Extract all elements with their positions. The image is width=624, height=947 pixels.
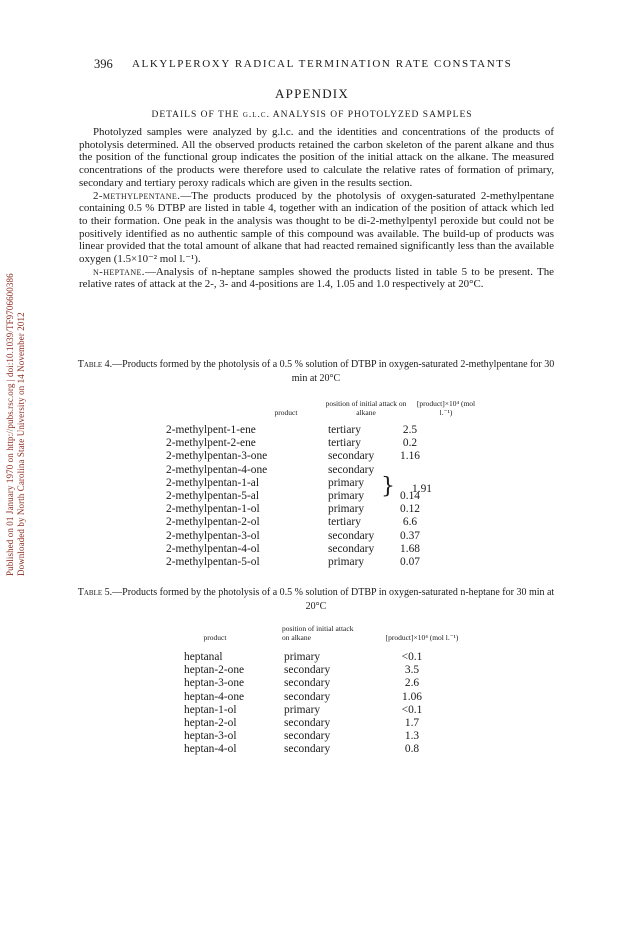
- product-name: 2-methylpentan-1-al: [166, 476, 259, 489]
- product-name: 2-methylpent-2-ene: [166, 437, 256, 450]
- attack-position: secondary: [284, 730, 331, 743]
- paragraph-1: Photolyzed samples were analyzed by g.l.c. and the identities and concentrations of the products of photolysis determined. All the observed products retained the carbon skeleton of the parent alkane and thus the position of the functional group indicates the position of the initial attack on the alkane. The measured concentrations of the products were therefore used to calculate the relative rates of formation of primary, secondary and tertiary peroxy radicals which are given in the results section.: [79, 126, 554, 189]
- product-name: heptan-2-ol: [184, 717, 237, 729]
- attack-position: secondary: [328, 529, 375, 542]
- product-concentration: 2.6: [404, 677, 420, 690]
- attack-position: secondary: [284, 743, 331, 756]
- attack-position: primary: [328, 503, 365, 516]
- attack-position: primary: [328, 556, 365, 568]
- product-name: 2-methylpentan-5-ol: [166, 556, 260, 568]
- product-name: 2-methylpentan-5-al: [166, 490, 259, 502]
- download-notice: [4, 176, 24, 576]
- product-name: 2-methylpent-1-ene: [166, 424, 256, 436]
- product-concentration: <0.1: [401, 651, 423, 663]
- product-concentration: 0.37: [400, 529, 420, 542]
- product-concentration: 1.3: [404, 730, 420, 743]
- product-concentration: 1.16: [400, 450, 420, 463]
- table-4-merged-concentration: 1.91: [412, 483, 432, 495]
- table-4-header-product: product: [274, 408, 298, 417]
- product-name: 2-methylpentan-4-ol: [166, 542, 260, 555]
- product-concentration: 2.5: [402, 424, 418, 436]
- attack-position: primary: [284, 703, 321, 716]
- paragraph-3: [79, 266, 554, 291]
- table-5-header-product: product: [203, 633, 227, 642]
- download-note: Downloaded by North Carolina State University on 14 November 2012: [16, 312, 26, 576]
- paragraph-2: [79, 190, 554, 266]
- attack-position: tertiary: [328, 437, 361, 450]
- table-5-header-position: position of initial attack on alkane: [282, 624, 354, 642]
- product-concentration: 1.7: [404, 717, 420, 729]
- product-name: 2-methylpentan-3-one: [166, 450, 268, 463]
- appendix-title: APPENDIX: [275, 86, 349, 101]
- table-4-header-concentration: [product]×10⁴ (mol l.⁻¹): [416, 399, 476, 417]
- product-name: 2-methylpentan-3-ol: [166, 529, 260, 542]
- running-title: ALKYLPEROXY RADICAL TERMINATION RATE CONSTANTS: [132, 58, 513, 70]
- product-name: heptan-3-ol: [184, 730, 237, 743]
- product-name: heptanal: [184, 651, 223, 663]
- product-name: 2-methylpentan-4-one: [166, 463, 268, 476]
- product-concentration: 3.5: [404, 664, 420, 677]
- attack-position: secondary: [328, 542, 375, 555]
- product-concentration: 1.68: [400, 542, 420, 555]
- product-concentration: 0.07: [400, 556, 420, 568]
- product-concentration: 0.12: [400, 503, 420, 516]
- attack-position: secondary: [284, 717, 331, 729]
- attack-position: tertiary: [328, 516, 361, 529]
- table-5-caption: [72, 586, 560, 614]
- product-name: heptan-4-one: [184, 690, 245, 703]
- paragraph-2-text: —The products produced by the photolysis of oxygen-saturated 2-methylpentane containing 0.5 % DTBP are listed in table 4, together with an indication of the position of attack which led to their formation. One peak in the analysis was thought to be di-2-methylpentyl peroxide but could not be positively identified as no authentic sample of this compound was available. The build-up of products was linear provided that the total amount of alkane that had reacted remained significantly less than the available oxygen (1.5×10⁻² mol l.⁻¹).: [79, 189, 554, 266]
- paragraph-3-text: —Analysis of n-heptane samples showed the products listed in table 5 to be present. The relative rates of attack at the 2-, 3- and 4-positions are 1.4, 1.05 and 1.0 respectively at 20°C.: [79, 265, 554, 291]
- table-4-caption-text: —Products formed by the photolysis of a 0.5 % solution of DTBP in oxygen-saturated 2-methylpentane for 30 min at 20°C: [112, 359, 555, 384]
- table-5: [184, 622, 504, 762]
- product-concentration: 1.06: [402, 690, 422, 703]
- table-4-caption: [72, 358, 560, 386]
- product-name: heptan-4-ol: [184, 743, 237, 756]
- attack-position: secondary: [284, 690, 331, 703]
- attack-position: secondary: [328, 463, 375, 476]
- product-concentration: 6.6: [402, 516, 418, 529]
- table-5-header-concentration: [product]×10⁴ (mol l.⁻¹): [385, 633, 459, 642]
- product-concentration: 0.8: [404, 743, 420, 756]
- paragraph-3-heading: n-heptane.: [93, 265, 145, 278]
- attack-position: secondary: [284, 664, 331, 677]
- product-name: heptan-3-one: [184, 677, 245, 690]
- product-name: heptan-2-one: [184, 664, 245, 677]
- section-title: DETAILS OF THE g.l.c. ANALYSIS OF PHOTOLYZED SAMPLES: [151, 110, 473, 120]
- attack-position: primary: [328, 476, 365, 489]
- attack-position: secondary: [284, 677, 331, 690]
- attack-position: primary: [328, 490, 365, 502]
- product-concentration: 0.14: [400, 490, 420, 502]
- product-concentration: 0.2: [402, 437, 418, 450]
- table-4-header-position: position of initial attack on alkane: [325, 399, 407, 417]
- attack-position: primary: [284, 651, 321, 663]
- table-4: [166, 397, 476, 577]
- publication-note: Published on 01 January 1970 on http://pubs.rsc.org | doi:10.1039/TF9706600386: [5, 273, 15, 576]
- product-name: 2-methylpentan-2-ol: [166, 516, 260, 529]
- table-4-label: Table 4.: [77, 359, 113, 370]
- paragraph-2-heading: 2-methylpentane.: [93, 189, 181, 202]
- attack-position: tertiary: [328, 424, 361, 436]
- product-concentration: <0.1: [401, 703, 423, 716]
- table-5-label: Table 5.: [77, 587, 113, 598]
- body-text: [79, 126, 554, 291]
- table-5-caption-text: —Products formed by the photolysis of a 0.5 % solution of DTBP in oxygen-saturated n-heptane for 30 min at 20°C: [112, 587, 555, 612]
- product-name: heptan-1-ol: [184, 703, 237, 716]
- table-4-merge-brace: }: [381, 474, 395, 499]
- page-number: 396: [94, 57, 113, 71]
- product-name: 2-methylpentan-1-ol: [166, 503, 260, 516]
- attack-position: secondary: [328, 450, 375, 463]
